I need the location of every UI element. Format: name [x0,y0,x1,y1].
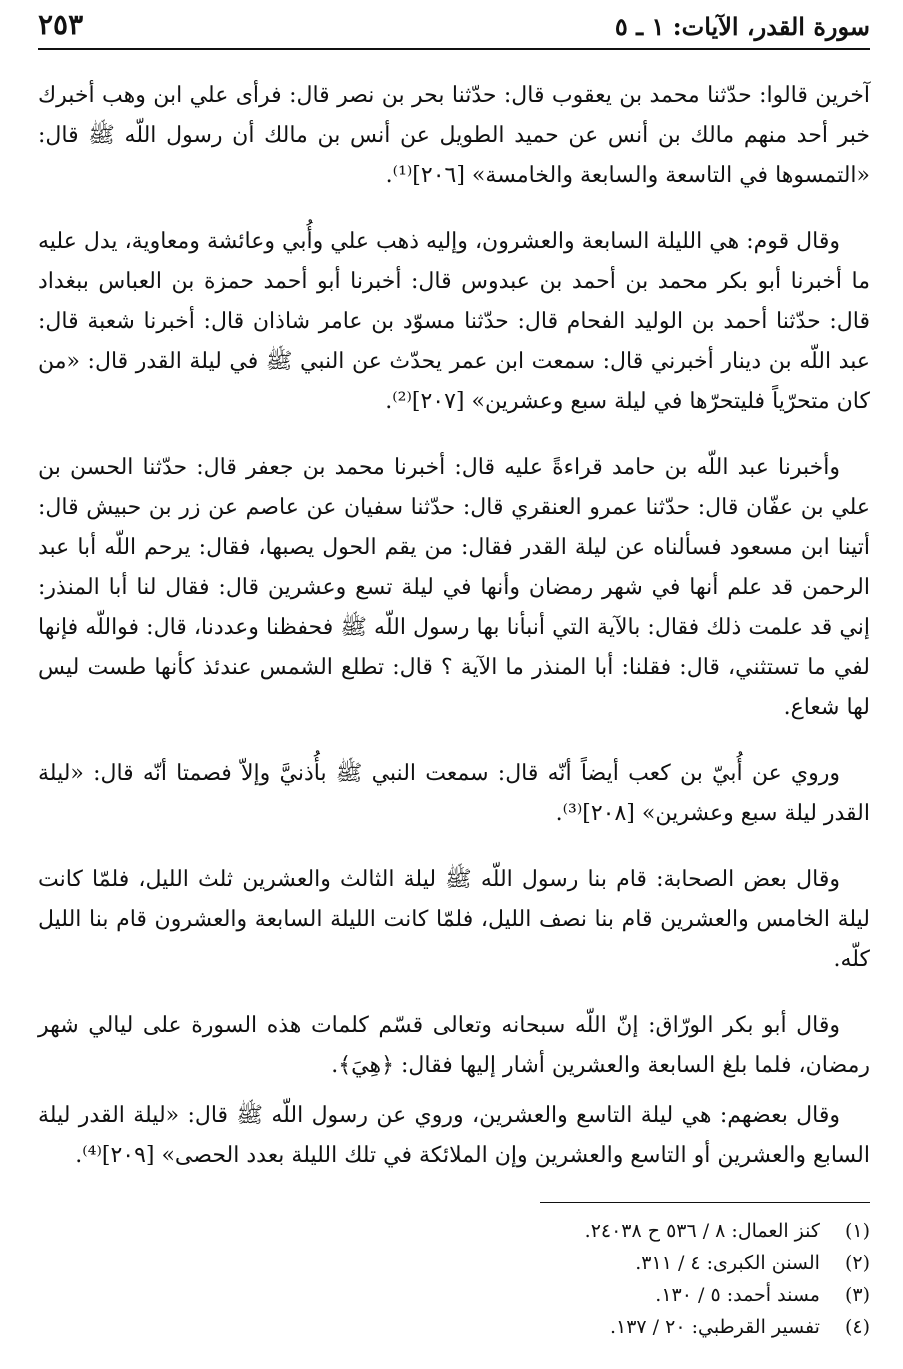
footnote-number: (٣) [844,1284,870,1306]
paragraph-6: وقال أبو بكر الورّاق: إنّ اللّه سبحانه وتعالى قسّم كلمات هذه السورة على ليالي شهر رمضان، فلما بلغ السابعة والعشرين أشار إليها فقال: ﴿هِيَ﴾. [38,1013,870,1078]
footnote-item [38,1311,870,1343]
paragraph-4: وروي عن أُبيّ بن كعب أيضاً أنّه قال: سمعت النبي ﷺ بأُذنيَّ وإلاّ فصمتا أنّه قال: «ليلة القدر ليلة سبع وعشرين» [٢٠٨]⁽³⁾. [38,761,870,826]
header-title: سورة القدر، الآيات: ١ ـ ٥ [614,12,870,41]
footnote-item [38,1215,870,1247]
footnotes-list [38,1215,870,1343]
footnote-divider [540,1202,870,1203]
footnote-number: (٢) [844,1252,870,1274]
book-page [38,8,870,1358]
footnote-item [38,1279,870,1311]
page-number: ٢٥٣ [38,8,84,41]
footnote-text: تفسير القرطبي: ٢٠ / ١٣٧. [609,1316,820,1338]
paragraph-7: وقال بعضهم: هي ليلة التاسع والعشرين، وروي عن رسول اللّه ﷺ قال: «ليلة القدر ليلة السابع والعشرين أو التاسع والعشرين وإن الملائكة في تلك الليلة بعدد الحصى» [٢٠٩]⁽⁴⁾. [38,1103,870,1168]
footnote-number: (٤) [844,1316,870,1338]
footnote-item [38,1247,870,1279]
footnote-number: (١) [844,1220,870,1242]
running-header [38,8,870,50]
paragraph-3: وأخبرنا عبد اللّه بن حامد قراءةً عليه قال: أخبرنا محمد بن جعفر قال: حدّثنا الحسن بن علي بن عفّان قال: حدّثنا عمرو العنقري قال: حدّثنا سفيان عن عاصم عن زر بن حبيش قال: أتينا ابن مسعود فسألناه عن ليلة القدر فقال: من يقم الحول يصبها، فقال: يرحم اللّه أبا عبد الرحمن قد علم أنها في شهر رمضان وأنها في ليلة تسع وعشرين قال: فقال لنا أبا المنذر: إني قد علمت ذلك فقال: بالآية التي أنبأنا بها رسول اللّه ﷺ فحفظنا وعددنا، قال: فواللّه فإنها لفي ما تستثني، قال: فقلنا: أبا المنذر ما الآية ؟ قال: تطلع الشمس عندئذ كأنها طست ليس لها شعاع. [38,455,870,720]
paragraph-5: وقال بعض الصحابة: قام بنا رسول اللّه ﷺ ليلة الثالث والعشرين ثلث الليل، فلمّا كانت ليلة الخامس والعشرين قام بنا نصف الليل، فلمّا كانت الليلة السابعة والعشرون قام بنا الليل كلّه. [38,867,870,972]
paragraph-2: وقال قوم: هي الليلة السابعة والعشرون، وإليه ذهب علي وأُبي وعائشة ومعاوية، يدل عليه ما أخبرنا أبو بكر محمد بن أحمد بن عبدوس قال: أخبرنا أبو أحمد حمزة بن العباس ببغداد قال: حدّثنا أحمد بن الوليد الفحام قال: حدّثنا مسوّد بن عامر شاذان قال: أخبرنا شعبة قال: عبد اللّه بن دينار أخبرني قال: سمعت ابن عمر يحدّث عن النبي ﷺ في ليلة القدر قال: «من كان متحرّياً فليتحرّها في ليلة سبع وعشرين» [٢٠٧]⁽²⁾. [38,229,870,414]
body-text [38,76,870,1176]
footnote-text: مسند أحمد: ٥ / ١٣٠. [655,1284,820,1306]
footnote-text: السنن الكبرى: ٤ / ٣١١. [635,1252,820,1274]
paragraph-1: آخرين قالوا: حدّثنا محمد بن يعقوب قال: حدّثنا بحر بن نصر قال: فرأى علي ابن وهب أخبرك خبر أحد منهم مالك بن أنس عن حميد الطويل عن أنس بن مالك أن رسول اللّه ﷺ قال: «التمسوها في التاسعة والسابعة والخامسة» [٢٠٦]⁽¹⁾. [38,83,870,188]
footnote-text: كنز العمال: ٨ / ٥٣٦ ح ٢٤٠٣٨. [584,1220,820,1242]
